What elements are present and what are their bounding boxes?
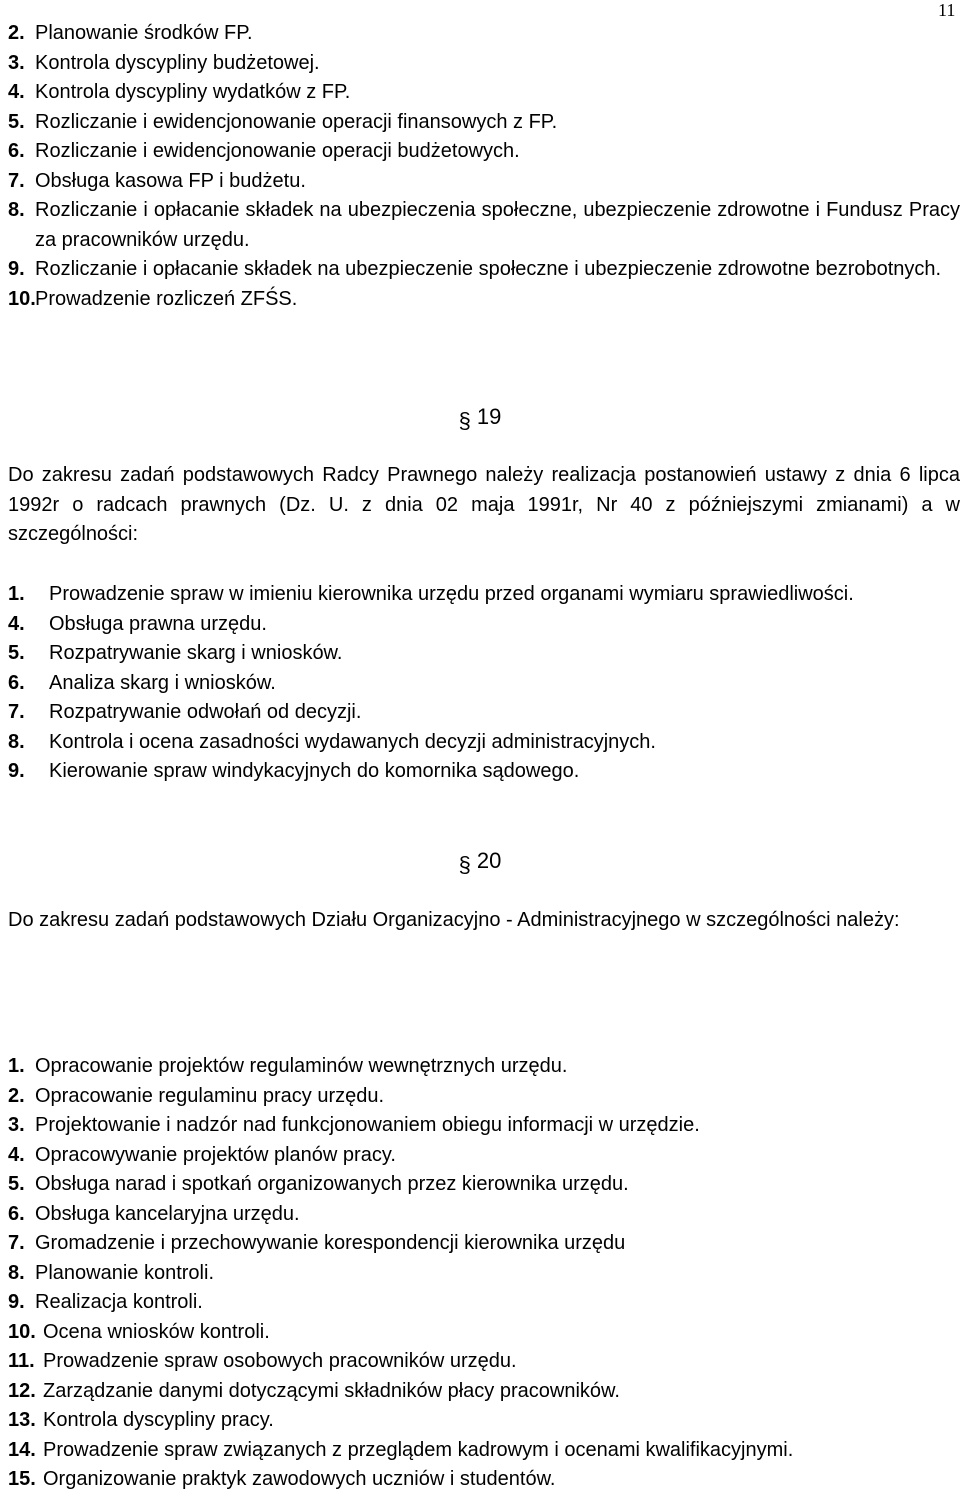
list-item-number: 8. [8,730,25,753]
list-item [8,19,960,49]
list-item-number: 1. [8,583,25,605]
list-item [8,698,960,728]
list-item-number: 11. [8,1350,35,1372]
list-item-number: 7. [8,1232,25,1254]
list-item-number: 13. [8,1409,36,1431]
list-item [8,1111,960,1141]
list-item-text: Prowadzenie spraw osobowych pracowników urzędu. [43,1350,517,1372]
list-item-text: Rozpatrywanie skarg i wniosków. [49,642,343,664]
list-item-text: Zarządzanie danymi dotyczącymi składników płacy pracowników. [43,1379,620,1402]
list-item-text: Analiza skarg i wniosków. [49,671,276,694]
list-item [8,728,960,758]
list-item [8,137,960,167]
list-item-number: 1. [8,1055,25,1077]
list-item-number: 10. [8,287,36,310]
list-item-text: Prowadzenie spraw związanych z przeglądem kadrowym i ocenami kwalifikacyjnymi. [43,1438,794,1461]
list-item-text: Planowanie środków FP. [35,22,253,44]
organizational-tasks-list [8,1052,960,1495]
section-heading-20 [0,848,960,877]
list-item-text: Organizowanie praktyk zawodowych uczniów i studentów. [43,1468,556,1490]
list-item [8,49,960,79]
section-20-intro: Do zakresu zadań podstawowych Działu Organizacyjno - Administracyjnego w szczególności należy: [8,909,900,931]
list-item-number: 6. [8,140,25,162]
list-item [8,1465,960,1495]
list-item-number: 14. [8,1438,36,1461]
list-item [8,1436,960,1466]
list-item [8,255,960,285]
list-item-text: Rozliczanie i ewidencjonowanie operacji finansowych z FP. [35,110,558,133]
list-item-number: 12. [8,1379,36,1402]
list-item-number: 10. [8,1320,36,1343]
list-item-number: 7. [8,701,25,723]
list-item [8,1200,960,1230]
list-item-text: Obsługa narad i spotkań organizowanych przez kierownika urzędu. [35,1173,629,1195]
list-item-text: Opracowanie projektów regulaminów wewnętrznych urzędu. [35,1055,568,1077]
list-item [8,1229,960,1259]
list-item-text: Prowadzenie rozliczeń ZFŚS. [35,287,298,310]
list-item-number: 15. [8,1468,36,1490]
list-item-number: 4. [8,1143,25,1166]
list-item [8,1082,960,1112]
list-item-text: Rozliczanie i opłacanie składek na ubezpieczenie społeczne i ubezpieczenie zdrowotne bezrobotnych. [35,258,942,280]
list-item [8,1406,960,1436]
list-item-number: 4. [8,81,25,103]
list-item [8,1052,960,1082]
list-item-text: Realizacja kontroli. [35,1291,203,1313]
list-item-number: 6. [8,671,25,694]
list-item [8,639,960,669]
list-item-number: 4. [8,612,25,635]
list-item [8,1141,960,1171]
list-item [8,78,960,108]
list-item [8,196,960,255]
list-item-text: Opracowanie regulaminu pracy urzędu. [35,1084,385,1107]
list-item-text: Rozliczanie i opłacanie składek na ubezpieczenia społeczne, ubezpieczenie zdrowotne i Fundusz Pracy za pracowników urzędu. [35,199,960,251]
list-item-text: Opracowywanie projektów planów pracy. [35,1143,396,1166]
list-item-number: 6. [8,1202,25,1225]
list-item [8,1347,960,1377]
list-item-text: Planowanie kontroli. [35,1261,214,1284]
list-item [8,1170,960,1200]
list-item-text: Rozpatrywanie odwołań od decyzji. [49,701,362,723]
list-item [8,610,960,640]
list-item [8,757,960,787]
page-number: 11 [938,0,956,20]
list-item-number: 2. [8,22,25,44]
list-item-number: 9. [8,760,25,782]
list-item-number: 9. [8,1291,25,1313]
section-heading-19 [0,404,960,433]
list-item-text: Obsługa kasowa FP i budżetu. [35,169,306,192]
list-item [8,580,960,610]
list-item-text: Kontrola dyscypliny wydatków z FP. [35,81,351,103]
list-item [8,167,960,197]
list-item-number: 3. [8,51,25,74]
list-item [8,1318,960,1348]
list-item-text: Ocena wniosków kontroli. [43,1320,270,1343]
section-number: 20 [476,848,502,873]
list-item-text: Kierowanie spraw windykacyjnych do komornika sądowego. [49,760,580,782]
list-item-text: Kontrola i ocena zasadności wydawanych decyzji administracyjnych. [49,730,656,753]
list-item [8,1259,960,1289]
list-item-text: Kontrola dyscypliny budżetowej. [35,51,320,74]
list-item-number: 7. [8,169,25,192]
list-item [8,1288,960,1318]
list-item-number: 9. [8,258,25,280]
section-19-intro: Do zakresu zadań podstawowych Radcy Prawnego należy realizacja postanowień ustawy z dnia 6 lipca 1992r o radcach prawnych (Dz. U. z dnia 02 maja 1991r, Nr 40 z późniejszymi zmianami) a w szczególności: [8,464,960,545]
list-item [8,669,960,699]
list-item [8,1377,960,1407]
list-item-text: Prowadzenie spraw w imieniu kierownika urzędu przed organami wymiaru sprawiedliwości. [49,583,854,605]
list-item-text: Gromadzenie i przechowywanie korespondencji kierownika urzędu [35,1232,626,1254]
list-item-number: 8. [8,1261,25,1284]
list-item-text: Rozliczanie i ewidencjonowanie operacji budżetowych. [35,140,520,162]
list-item [8,285,960,315]
list-item-number: 5. [8,1173,25,1195]
legal-counsel-tasks-list [8,580,960,787]
list-item-number: 3. [8,1114,25,1136]
finance-tasks-list [8,19,960,314]
list-item-text: Obsługa kancelaryjna urzędu. [35,1202,300,1225]
section-number: 19 [476,404,502,429]
paragraph-sign: § [458,852,471,877]
list-item-text: Kontrola dyscypliny pracy. [43,1409,274,1431]
list-item-number: 2. [8,1084,25,1107]
list-item-number: 5. [8,110,25,133]
list-item-number: 8. [8,199,25,221]
list-item [8,108,960,138]
list-item-text: Projektowanie i nadzór nad funkcjonowaniem obiegu informacji w urzędzie. [35,1114,700,1136]
list-item-number: 5. [8,642,25,664]
paragraph-sign: § [458,408,471,433]
list-item-text: Obsługa prawna urzędu. [49,612,267,635]
